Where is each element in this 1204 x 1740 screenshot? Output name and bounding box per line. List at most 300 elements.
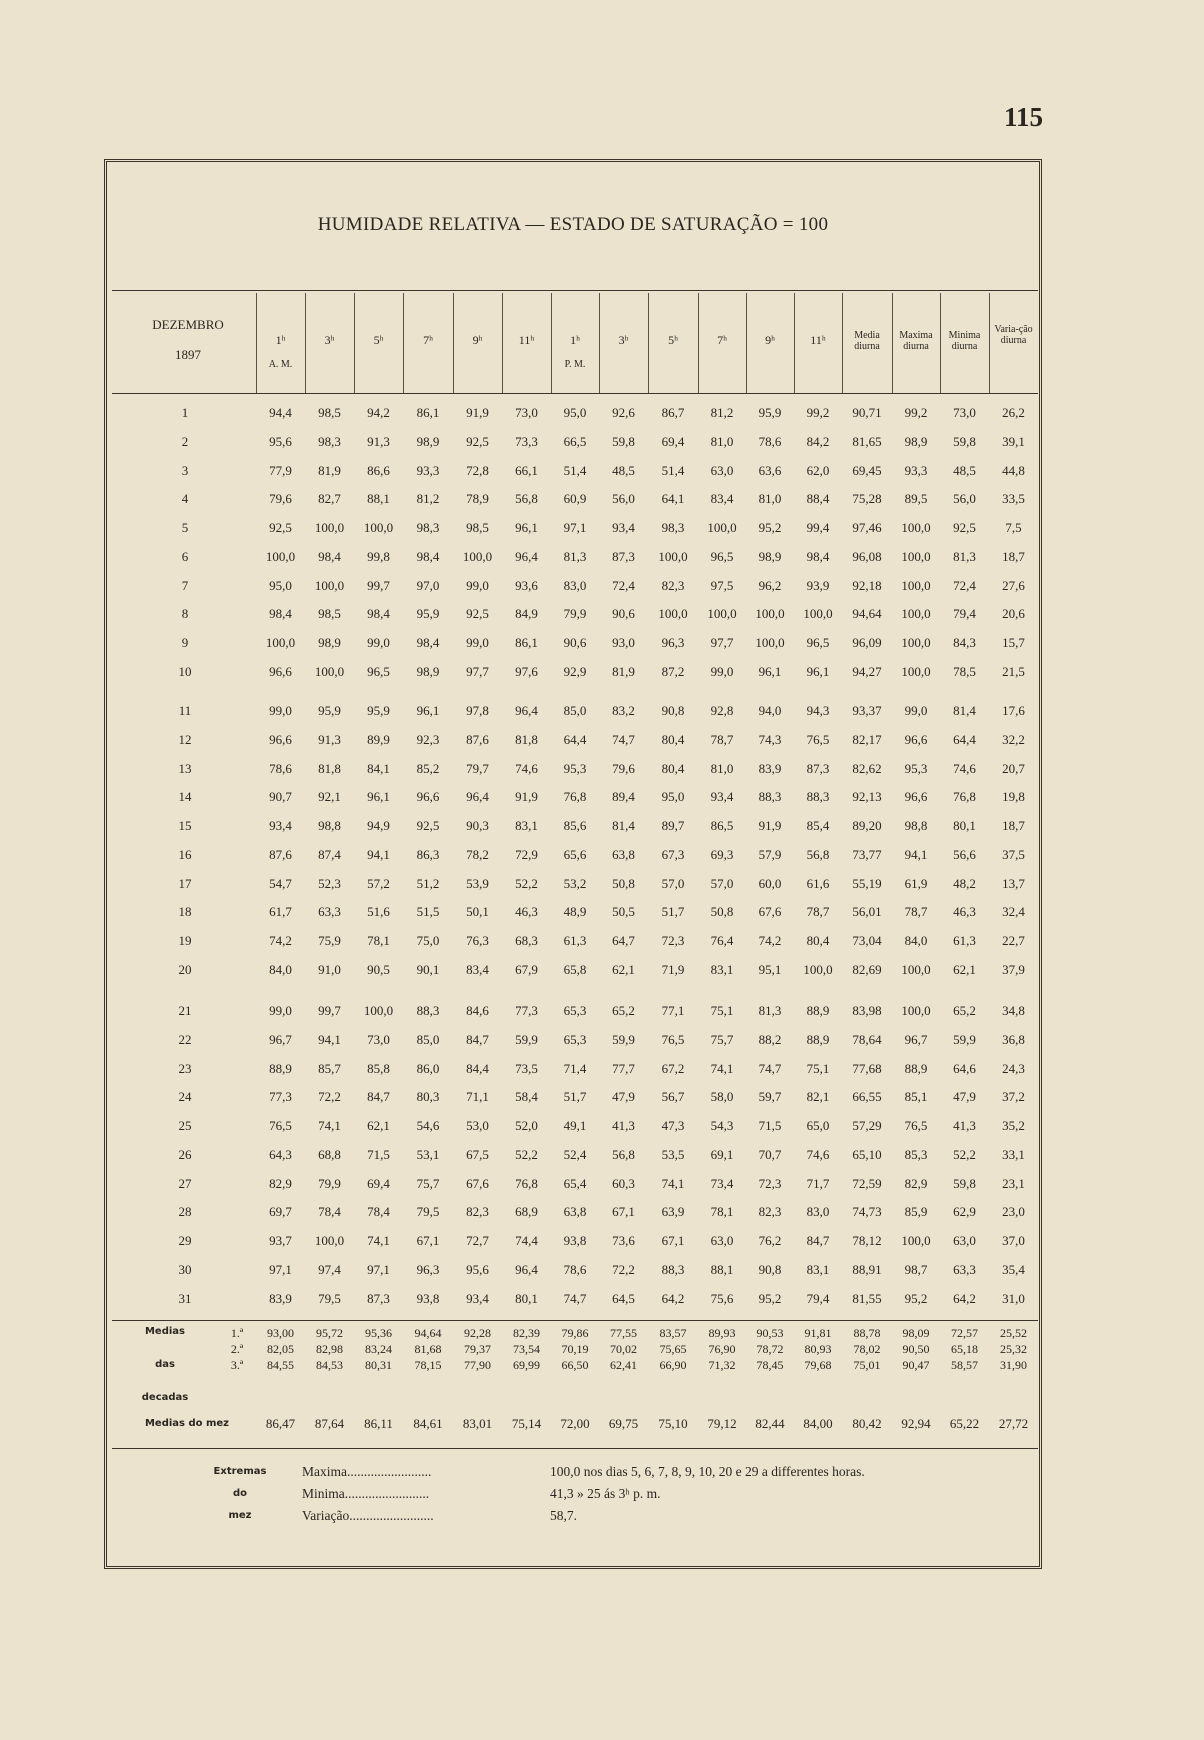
- table-cell: 87,2: [661, 663, 685, 679]
- table-cell: 91,9: [758, 818, 782, 833]
- table-cell: 78,6: [563, 1261, 587, 1277]
- table-cell: 62,1: [612, 961, 635, 977]
- table-cell: 49,1: [563, 1118, 587, 1133]
- table-cell: 95,2: [758, 1290, 782, 1306]
- table-cell: 51,7: [661, 904, 685, 920]
- month-mean-cell: 82,44: [755, 1416, 785, 1431]
- table-cell: 95,9: [367, 703, 390, 718]
- header-col-1: 1ʰ: [275, 333, 286, 347]
- table-cell: 99,2: [904, 405, 928, 420]
- table-cell: 96,5: [710, 548, 734, 564]
- table-cell: 72,2: [318, 1089, 341, 1105]
- table-cell: 98,4: [269, 606, 292, 622]
- table-cell: 77,3: [269, 1089, 292, 1105]
- table-cell: 50,5: [612, 904, 635, 920]
- table-cell: 82,62: [852, 760, 882, 776]
- table-cell: 26,2: [1002, 405, 1025, 420]
- decade-label-3: decadas: [141, 1392, 189, 1403]
- day-label: 6: [181, 548, 189, 564]
- table-cell: 27,6: [1002, 577, 1025, 593]
- table-cell: 96,6: [416, 789, 440, 805]
- table-cell: 68,3: [515, 933, 538, 948]
- table-cell: 56,8: [806, 846, 830, 862]
- table-cell: 96,08: [852, 548, 882, 564]
- month-mean-cell: 27,72: [998, 1416, 1029, 1431]
- table-cell: 79,4: [953, 606, 976, 622]
- table-cell: 79,5: [318, 1290, 341, 1306]
- header-col-2: 3ʰ: [324, 333, 335, 347]
- table-cell: 80,4: [661, 731, 685, 747]
- decade-cell: 25,32: [1000, 1342, 1027, 1356]
- table-cell: 82,9: [269, 1175, 292, 1191]
- table-cell: 61,6: [806, 875, 830, 891]
- table-cell: 66,55: [852, 1089, 882, 1105]
- table-cell: 93,37: [852, 703, 882, 718]
- table-cell: 72,7: [466, 1233, 489, 1248]
- extreme-value: 58,7.: [550, 1508, 577, 1523]
- table-cell: 96,5: [367, 663, 390, 679]
- table-cell: 100,0: [707, 606, 737, 622]
- table-cell: 84,3: [953, 635, 976, 650]
- table-cell: 23,1: [1002, 1175, 1025, 1191]
- table-cell: 98,9: [904, 433, 928, 449]
- table-cell: 69,7: [269, 1204, 292, 1220]
- decade-cell: 90,53: [756, 1326, 784, 1340]
- table-cell: 48,2: [953, 875, 976, 891]
- table-cell: 78,7: [710, 731, 734, 747]
- table-cell: 87,6: [466, 731, 489, 747]
- month-mean-cell: 79,12: [707, 1416, 737, 1431]
- table-cell: 94,2: [367, 405, 390, 420]
- table-cell: 78,6: [758, 433, 782, 449]
- table-cell: 78,4: [318, 1204, 341, 1220]
- day-label: 18: [178, 904, 192, 920]
- table-cell: 20,6: [1002, 606, 1025, 622]
- table-cell: 83,0: [806, 1204, 830, 1220]
- table-cell: 90,8: [758, 1261, 782, 1277]
- table-cell: 51,4: [563, 462, 587, 478]
- table-cell: 37,5: [1002, 846, 1025, 862]
- table-cell: 92,13: [852, 789, 882, 805]
- header-col-3: 5ʰ: [373, 333, 384, 347]
- table-cell: 97,1: [269, 1261, 292, 1277]
- table-cell: 91,9: [466, 405, 489, 420]
- table-cell: 79,7: [466, 760, 489, 776]
- table-cell: 99,8: [367, 548, 390, 564]
- decade-cell: 80,31: [365, 1358, 392, 1372]
- table-cell: 96,1: [367, 789, 390, 805]
- table-cell: 96,2: [758, 577, 782, 593]
- table-cell: 73,4: [710, 1175, 734, 1191]
- table-cell: 90,1: [416, 961, 440, 977]
- table-cell: 99,0: [904, 703, 928, 718]
- table-cell: 88,9: [904, 1060, 928, 1076]
- table-cell: 92,8: [710, 703, 734, 718]
- table-cell: 98,9: [416, 663, 440, 679]
- table-cell: 66,1: [515, 462, 538, 478]
- table-cell: 83,4: [466, 961, 489, 977]
- table-cell: 83,2: [612, 703, 635, 718]
- table-cell: 88,9: [806, 1031, 830, 1047]
- table-cell: 56,0: [612, 491, 635, 507]
- table-cell: 95,0: [661, 789, 685, 805]
- table-cell: 99,4: [806, 520, 830, 535]
- table-cell: 72,59: [852, 1175, 882, 1191]
- table-cell: 95,1: [758, 961, 782, 977]
- table-cell: 100,0: [901, 548, 931, 564]
- table-cell: 48,9: [563, 904, 587, 920]
- table-cell: 51,4: [661, 462, 685, 478]
- table-cell: 18,7: [1002, 818, 1025, 833]
- table-cell: 81,0: [758, 491, 782, 507]
- decade-cell: 95,72: [316, 1326, 343, 1340]
- header-col-7: 1ʰ: [570, 333, 580, 347]
- table-cell: 83,0: [563, 577, 587, 593]
- table-cell: 89,7: [661, 818, 685, 833]
- table-cell: 86,0: [416, 1060, 440, 1076]
- table-cell: 74,7: [758, 1060, 782, 1076]
- table-cell: 89,5: [904, 491, 928, 507]
- decade-cell: 66,90: [659, 1358, 687, 1372]
- table-cell: 76,5: [269, 1118, 292, 1133]
- table-cell: 87,6: [269, 846, 292, 862]
- table-cell: 84,1: [367, 760, 390, 776]
- table-cell: 61,7: [269, 904, 292, 920]
- day-label: 28: [178, 1204, 192, 1220]
- header-col-10: 7ʰ: [717, 333, 727, 347]
- table-cell: 85,3: [904, 1146, 928, 1162]
- day-label: 7: [181, 577, 189, 593]
- table-cell: 99,0: [367, 635, 390, 650]
- table-cell: 53,5: [661, 1146, 685, 1162]
- table-cell: 93,4: [269, 818, 292, 833]
- extreme-name: Minima.........................: [302, 1486, 430, 1501]
- table-cell: 90,5: [367, 961, 390, 977]
- table-cell: 67,2: [661, 1060, 685, 1076]
- table-cell: 100,0: [901, 961, 931, 977]
- table-cell: 98,4: [416, 635, 440, 650]
- decade-cell: 71,32: [708, 1358, 736, 1372]
- table-cell: 85,0: [563, 703, 587, 718]
- decade-cell: 75,01: [853, 1358, 881, 1372]
- decade-cell: 31,90: [1000, 1358, 1027, 1372]
- table-cell: 50,1: [466, 904, 489, 920]
- table-cell: 98,5: [466, 520, 489, 535]
- day-label: 23: [178, 1060, 192, 1076]
- header-col-12: 11ʰ: [810, 333, 826, 347]
- table-cell: 79,4: [806, 1290, 830, 1306]
- table-cell: 100,0: [901, 520, 931, 535]
- extreme-name: Maxima.........................: [302, 1464, 432, 1479]
- table-cell: 47,9: [612, 1089, 635, 1105]
- table-cell: 65,8: [563, 961, 587, 977]
- table-cell: 81,9: [318, 462, 341, 478]
- table-cell: 92,6: [612, 405, 635, 420]
- table-rule: [112, 1448, 1038, 1449]
- table-cell: 78,5: [953, 663, 976, 679]
- decade-cell: 78,15: [414, 1358, 442, 1372]
- table-cell: 58,0: [710, 1089, 734, 1105]
- table-cell: 82,69: [852, 961, 882, 977]
- day-label: 27: [178, 1175, 192, 1191]
- table-cell: 53,9: [466, 875, 489, 891]
- table-cell: 95,6: [269, 433, 292, 449]
- table-cell: 67,5: [466, 1146, 489, 1162]
- table-cell: 97,5: [710, 577, 734, 593]
- table-cell: 75,1: [710, 1003, 734, 1018]
- table-cell: 96,6: [904, 789, 928, 805]
- table-cell: 72,4: [612, 577, 635, 593]
- month-mean-cell: 84,61: [413, 1416, 443, 1431]
- table-cell: 96,09: [852, 635, 882, 650]
- table-cell: 48,5: [612, 462, 635, 478]
- table-cell: 98,5: [318, 405, 341, 420]
- day-label: 1: [181, 405, 189, 420]
- month-mean-cell: 83,01: [462, 1416, 493, 1431]
- table-cell: 90,3: [466, 818, 489, 833]
- table-cell: 21,5: [1002, 663, 1025, 679]
- table-cell: 20,7: [1002, 760, 1025, 776]
- table-cell: 88,9: [806, 1003, 830, 1018]
- table-cell: 75,7: [710, 1031, 734, 1047]
- table-cell: 33,1: [1002, 1146, 1025, 1162]
- table-cell: 89,9: [367, 731, 390, 747]
- header-col-6: 11ʰ: [518, 333, 535, 347]
- table-cell: 56,0: [953, 491, 976, 507]
- decade-cell: 90,47: [902, 1358, 930, 1372]
- table-cell: 94,1: [367, 846, 390, 862]
- table-cell: 82,17: [852, 731, 882, 747]
- decade-cell: 94,64: [414, 1326, 442, 1340]
- table-cell: 39,1: [1002, 433, 1025, 449]
- table-cell: 94,9: [367, 818, 390, 833]
- month-mean-cell: 65,22: [949, 1416, 980, 1431]
- table-cell: 34,8: [1002, 1003, 1025, 1018]
- table-cell: 69,4: [661, 433, 685, 449]
- table-cell: 76,5: [904, 1118, 928, 1133]
- table-cell: 95,9: [758, 405, 782, 420]
- table-cell: 33,5: [1002, 491, 1025, 507]
- table-cell: 94,27: [852, 663, 882, 679]
- table-cell: 97,0: [416, 577, 440, 593]
- table-cell: 52,4: [563, 1146, 587, 1162]
- month-mean-cell: 69,75: [608, 1416, 639, 1431]
- decade-cell: 62,41: [610, 1358, 637, 1372]
- table-cell: 63,8: [563, 1204, 587, 1220]
- table-cell: 76,5: [661, 1031, 685, 1047]
- table-cell: 72,3: [758, 1175, 782, 1191]
- header-month: DEZEMBRO: [152, 317, 224, 332]
- decade-cell: 78,45: [756, 1358, 784, 1372]
- table-cell: 73,0: [367, 1031, 390, 1047]
- table-cell: 96,3: [661, 635, 685, 650]
- table-cell: 53,2: [563, 875, 587, 891]
- table-cell: 69,4: [367, 1175, 390, 1191]
- table-cell: 95,2: [904, 1290, 928, 1306]
- table-cell: 93,4: [710, 789, 734, 805]
- table-cell: 76,8: [515, 1175, 538, 1191]
- table-cell: 91,0: [318, 961, 341, 977]
- table-cell: 92,5: [466, 433, 489, 449]
- table-cell: 64,1: [661, 491, 685, 507]
- decade-cell: 84,55: [267, 1358, 294, 1372]
- table-cell: 69,1: [710, 1146, 734, 1162]
- table-cell: 76,8: [563, 789, 587, 805]
- table-cell: 62,1: [367, 1118, 390, 1133]
- table-cell: 82,9: [904, 1175, 928, 1191]
- table-cell: 61,3: [563, 933, 587, 948]
- table-cell: 97,7: [710, 635, 734, 650]
- table-cell: 87,3: [367, 1290, 390, 1306]
- table-cell: 64,4: [953, 731, 976, 747]
- table-cell: 72,3: [661, 933, 685, 948]
- table-cell: 99,0: [466, 577, 489, 593]
- decade-cell: 25,52: [1000, 1326, 1027, 1340]
- table-cell: 95,3: [563, 760, 587, 776]
- table-cell: 74,6: [515, 760, 538, 776]
- decade-cell: 76,90: [708, 1342, 736, 1356]
- table-cell: 93,4: [466, 1290, 489, 1306]
- table-cell: 99,7: [318, 1003, 341, 1018]
- table-cell: 35,4: [1002, 1261, 1025, 1277]
- table-cell: 76,4: [710, 933, 734, 948]
- table-cell: 67,1: [612, 1204, 635, 1220]
- table-cell: 65,6: [563, 846, 587, 862]
- table-cell: 88,1: [367, 491, 390, 507]
- table-cell: 63,0: [953, 1233, 976, 1248]
- decade-cell: 77,90: [464, 1358, 491, 1372]
- table-cell: 32,2: [1002, 731, 1025, 747]
- header-col-15: Minima diurna: [948, 330, 981, 352]
- table-cell: 98,5: [318, 606, 341, 622]
- table-cell: 57,9: [758, 846, 782, 862]
- table-cell: 67,1: [416, 1233, 440, 1248]
- decade-cell: 80,93: [804, 1342, 832, 1356]
- header-col-4: 7ʰ: [423, 333, 433, 347]
- table-cell: 44,8: [1002, 462, 1025, 478]
- table-cell: 93,8: [416, 1290, 440, 1306]
- table-cell: 93,8: [563, 1233, 587, 1248]
- table-cell: 93,3: [416, 462, 440, 478]
- day-label: 22: [178, 1031, 192, 1047]
- table-cell: 88,4: [806, 491, 830, 507]
- table-cell: 15,7: [1002, 635, 1025, 650]
- table-cell: 74,2: [269, 933, 292, 948]
- table-cell: 64,6: [953, 1060, 976, 1076]
- table-cell: 72,4: [953, 577, 976, 593]
- table-cell: 72,2: [612, 1261, 635, 1277]
- month-mean-cell: 72,00: [560, 1416, 590, 1431]
- table-cell: 82,3: [466, 1204, 489, 1220]
- decade-cell: 70,02: [610, 1342, 637, 1356]
- decade-cell: 70,19: [561, 1342, 589, 1356]
- table-cell: 81,9: [612, 663, 635, 679]
- extreme-value: 100,0 nos dias 5, 6, 7, 8, 9, 10, 20 e 29 a differentes horas.: [550, 1464, 865, 1479]
- table-cell: 100,0: [901, 606, 931, 622]
- table-cell: 31,0: [1002, 1290, 1025, 1306]
- table-cell: 100,0: [314, 577, 345, 593]
- table-cell: 78,12: [852, 1233, 882, 1248]
- table-cell: 78,2: [466, 846, 489, 862]
- table-cell: 18,7: [1002, 548, 1025, 564]
- table-cell: 53,1: [416, 1146, 440, 1162]
- table-cell: 69,45: [852, 462, 882, 478]
- table-cell: 59,8: [953, 1175, 976, 1191]
- day-label: 20: [178, 961, 192, 977]
- table-cell: 85,7: [318, 1060, 341, 1076]
- header-col-14: Maxima diurna: [899, 330, 933, 352]
- day-label: 30: [178, 1261, 192, 1277]
- extremes-label: mez: [228, 1510, 252, 1521]
- table-cell: 91,3: [318, 731, 341, 747]
- table-cell: 65,3: [563, 1003, 587, 1018]
- table-cell: 41,3: [612, 1118, 635, 1133]
- table-cell: 93,6: [515, 577, 538, 593]
- table-cell: 60,9: [563, 491, 587, 507]
- day-label: 2: [181, 433, 189, 449]
- table-cell: 24,3: [1002, 1060, 1025, 1076]
- table-cell: 83,4: [710, 491, 734, 507]
- month-mean-cell: 84,00: [803, 1416, 833, 1431]
- table-cell: 59,8: [953, 433, 976, 449]
- table-cell: 83,1: [515, 818, 538, 833]
- decade-cell: 84,53: [316, 1358, 343, 1372]
- table-cell: 81,0: [710, 433, 734, 449]
- table-cell: 36,8: [1002, 1031, 1025, 1047]
- day-label: 4: [181, 491, 189, 507]
- table-cell: 85,4: [806, 818, 830, 833]
- decade-cell: 72,57: [951, 1326, 978, 1340]
- table-cell: 74,1: [367, 1233, 390, 1248]
- table-cell: 73,6: [612, 1233, 635, 1248]
- table-cell: 63,3: [318, 904, 341, 920]
- table-cell: 98,4: [806, 548, 830, 564]
- table-cell: 59,8: [612, 433, 635, 449]
- table-cell: 74,2: [758, 933, 782, 948]
- decade-ordinal: 2.ª: [230, 1342, 244, 1356]
- table-cell: 62,0: [806, 462, 830, 478]
- header-pm: P. M.: [564, 359, 586, 370]
- table-cell: 94,4: [269, 405, 292, 420]
- table-cell: 84,7: [806, 1233, 830, 1248]
- table-cell: 63,6: [758, 462, 782, 478]
- table-cell: 37,0: [1002, 1233, 1025, 1248]
- table-cell: 88,3: [416, 1003, 440, 1018]
- table-cell: 68,8: [318, 1146, 341, 1162]
- day-label: 17: [178, 875, 192, 891]
- table-cell: 76,5: [806, 731, 830, 747]
- table-cell: 96,4: [515, 703, 538, 718]
- table-cell: 35,2: [1002, 1118, 1025, 1133]
- table-cell: 81,8: [515, 731, 538, 747]
- table-cell: 100,0: [363, 1003, 394, 1018]
- table-cell: 50,8: [612, 875, 635, 891]
- table-cell: 74,3: [758, 731, 782, 747]
- table-cell: 37,9: [1002, 961, 1025, 977]
- table-cell: 71,7: [806, 1175, 830, 1191]
- table-cell: 73,3: [515, 433, 538, 449]
- table-cell: 96,1: [758, 663, 782, 679]
- decade-cell: 78,72: [756, 1342, 784, 1356]
- table-cell: 72,8: [466, 462, 489, 478]
- table-cell: 79,9: [318, 1175, 341, 1191]
- table-cell: 92,9: [563, 663, 587, 679]
- table-cell: 98,3: [661, 520, 685, 535]
- table-cell: 73,0: [515, 405, 538, 420]
- month-mean-cell: 87,64: [314, 1416, 345, 1431]
- table-cell: 56,8: [515, 491, 538, 507]
- table-cell: 76,3: [466, 933, 489, 948]
